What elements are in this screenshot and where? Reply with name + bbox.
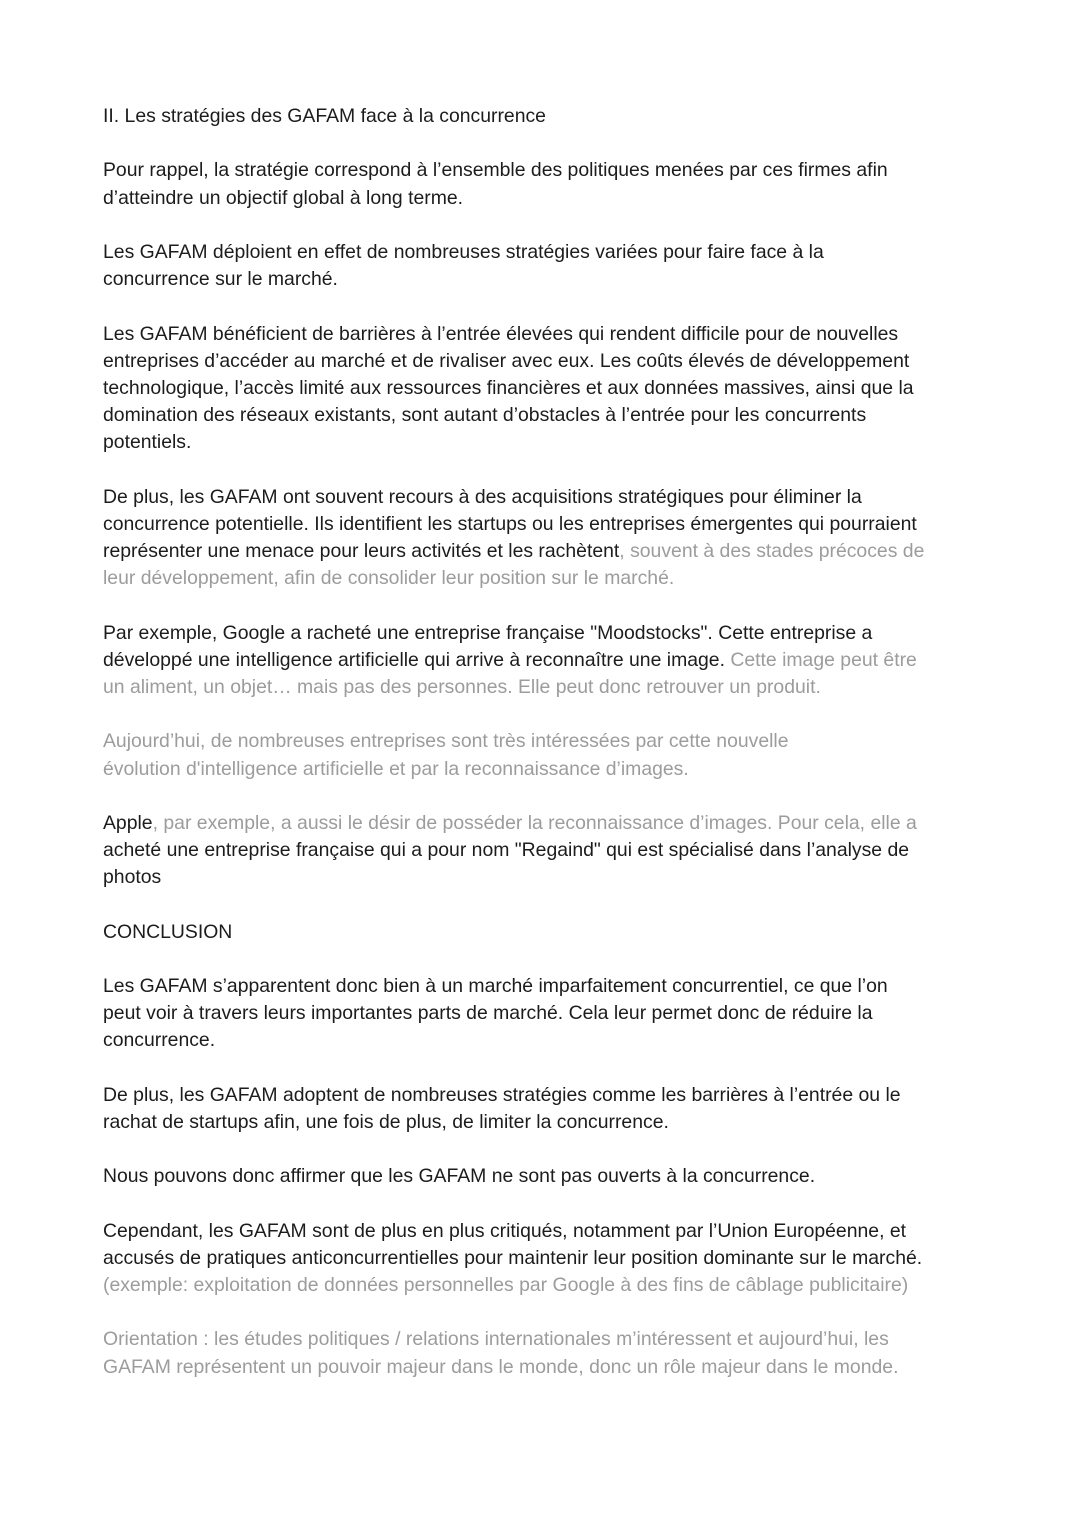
text: peut voir à travers leurs importantes parts de marché. Cela leur permet donc de réduire la [103, 1002, 873, 1025]
paragraph [103, 973, 1003, 1055]
text-line [103, 1027, 1003, 1054]
section-heading [103, 919, 1003, 946]
text-line [103, 674, 1003, 701]
text-line [103, 484, 1003, 511]
text: technologique, l’accès limité aux ressources financières et aux données massives, ainsi que la [103, 376, 914, 399]
text-line [103, 538, 1003, 565]
text: entreprises d’accéder au marché et de rivaliser avec eux. Les coûts élevés de développement [103, 349, 910, 372]
paragraph [103, 321, 1003, 457]
text-line [103, 1354, 1003, 1381]
paragraph [103, 239, 1003, 293]
text-line [103, 728, 1003, 755]
text: rachat de startups afin, une fois de plus, de limiter la concurrence. [103, 1110, 669, 1133]
paragraph-spacer [103, 1136, 1003, 1163]
text: accusés de pratiques anticoncurrentielles pour maintenir leur position dominante sur le marché. [103, 1246, 923, 1269]
paragraph-spacer [103, 946, 1003, 973]
text-line [103, 565, 1003, 592]
paragraph-spacer [103, 783, 1003, 810]
text: développé une intelligence artificielle qui arrive à reconnaître une image. [103, 648, 731, 671]
paragraph-spacer [103, 456, 1003, 483]
text-line [103, 321, 1003, 348]
text: De plus, les GAFAM adoptent de nombreuses stratégies comme les barrières à l’entrée ou le [103, 1083, 901, 1106]
text-line [103, 864, 1003, 891]
text: concurrence. [103, 1029, 216, 1052]
text: d’atteindre un objectif global à long terme. [103, 186, 464, 209]
paragraph [103, 620, 1003, 702]
text: Les GAFAM bénéficient de barrières à l’entrée élevées qui rendent difficile pour de nouvelles [103, 322, 899, 345]
paragraph [103, 484, 1003, 593]
text: photos [103, 866, 162, 889]
text: Apple [103, 811, 153, 834]
paragraph-spacer [103, 130, 1003, 157]
paragraph-spacer [103, 212, 1003, 239]
text-line [103, 810, 1003, 837]
paragraph-spacer [103, 1055, 1003, 1082]
text: II. Les stratégies des GAFAM face à la concurrence [103, 105, 546, 127]
section-heading [103, 103, 1003, 130]
text-line [103, 1245, 1003, 1272]
paragraph [103, 1218, 1003, 1300]
text: Pour rappel, la stratégie correspond à l’ensemble des politiques menées par ces firmes afin [103, 159, 888, 182]
paragraph [103, 1326, 1003, 1380]
text: De plus, les GAFAM ont souvent recours à des acquisitions stratégiques pour éliminer la [103, 485, 862, 508]
text: concurrence sur le marché. [103, 268, 338, 291]
text-line [103, 511, 1003, 538]
text-line [103, 1326, 1003, 1353]
text: CONCLUSION [103, 920, 233, 943]
paragraph-spacer [103, 701, 1003, 728]
text-line [103, 756, 1003, 783]
paragraph-spacer [103, 1191, 1003, 1218]
text-line [103, 185, 1003, 212]
muted-text: Cette image peut être [730, 648, 917, 671]
text-line [103, 620, 1003, 647]
text-line [103, 348, 1003, 375]
text-line [103, 837, 1003, 864]
text-line [103, 103, 1003, 130]
paragraph [103, 1163, 1003, 1190]
paragraph-spacer [103, 1299, 1003, 1326]
text: Nous pouvons donc affirmer que les GAFAM ne sont pas ouverts à la concurrence. [103, 1165, 816, 1188]
text: potentiels. [103, 431, 192, 454]
muted-text: Aujourd’hui, de nombreuses entreprises sont très intéressées par cette nouvelle [103, 730, 789, 753]
muted-text: GAFAM représentent un pouvoir majeur dans le monde, donc un rôle majeur dans le monde. [103, 1355, 899, 1378]
text-line [103, 239, 1003, 266]
text: Les GAFAM s’apparentent donc bien à un marché imparfaitement concurrentiel, ce que l’on [103, 975, 888, 997]
muted-text: évolution d'intelligence artificielle et par la reconnaissance d’images. [103, 757, 689, 780]
muted-text: leur développement, afin de consolider leur position sur le marché. [103, 567, 675, 590]
text-line [103, 266, 1003, 293]
text-line [103, 1163, 1003, 1190]
text-line [103, 402, 1003, 429]
text-line [103, 1109, 1003, 1136]
text-line [103, 919, 1003, 946]
paragraph-spacer [103, 891, 1003, 918]
text-line [103, 973, 1003, 1000]
text: acheté une entreprise française qui a pour nom "Regaind" qui est spécialisé dans l’analyse de [103, 839, 910, 862]
muted-text: Orientation : les études politiques / relations internationales m’intéressent et aujourd’hui, les [103, 1328, 889, 1351]
text: représenter une menace pour leurs activités et les rachètent [103, 540, 620, 562]
text-line [103, 1218, 1003, 1245]
paragraph-spacer [103, 293, 1003, 320]
text: Cependant, les GAFAM sont de plus en plus critiqués, notamment par l’Union Européenne, et [103, 1219, 907, 1242]
muted-text: (exemple: exploitation de données personnelles par Google à des fins de câblage publicitaire) [103, 1274, 909, 1297]
text-line [103, 647, 1003, 674]
text-line [103, 157, 1003, 184]
text: domination des réseaux existants, sont autant d’obstacles à l’entrée pour les concurrents [103, 404, 867, 427]
paragraph [103, 728, 1003, 782]
paragraph [103, 1082, 1003, 1136]
muted-text: , par exemple, a aussi le désir de posséder la reconnaissance d’images. Pour cela, elle a [152, 811, 917, 834]
paragraph [103, 157, 1003, 211]
muted-text: un aliment, un objet… mais pas des personnes. Elle peut donc retrouver un produit. [103, 675, 821, 698]
text-line [103, 429, 1003, 456]
text: Les GAFAM déploient en effet de nombreuses stratégies variées pour faire face à la [103, 240, 824, 263]
muted-text: , souvent à des stades précoces de [619, 540, 925, 562]
text: concurrence potentielle. Ils identifient les startups ou les entreprises émergentes qui pourraient [103, 512, 917, 535]
paragraph-spacer [103, 592, 1003, 619]
text-line [103, 1000, 1003, 1027]
text-line [103, 1272, 1003, 1299]
paragraph [103, 810, 1003, 892]
text: Par exemple, Google a racheté une entreprise française "Moodstocks". Cette entreprise a [103, 621, 873, 644]
text-line [103, 1082, 1003, 1109]
document-body [103, 103, 1003, 1381]
text-line [103, 375, 1003, 402]
